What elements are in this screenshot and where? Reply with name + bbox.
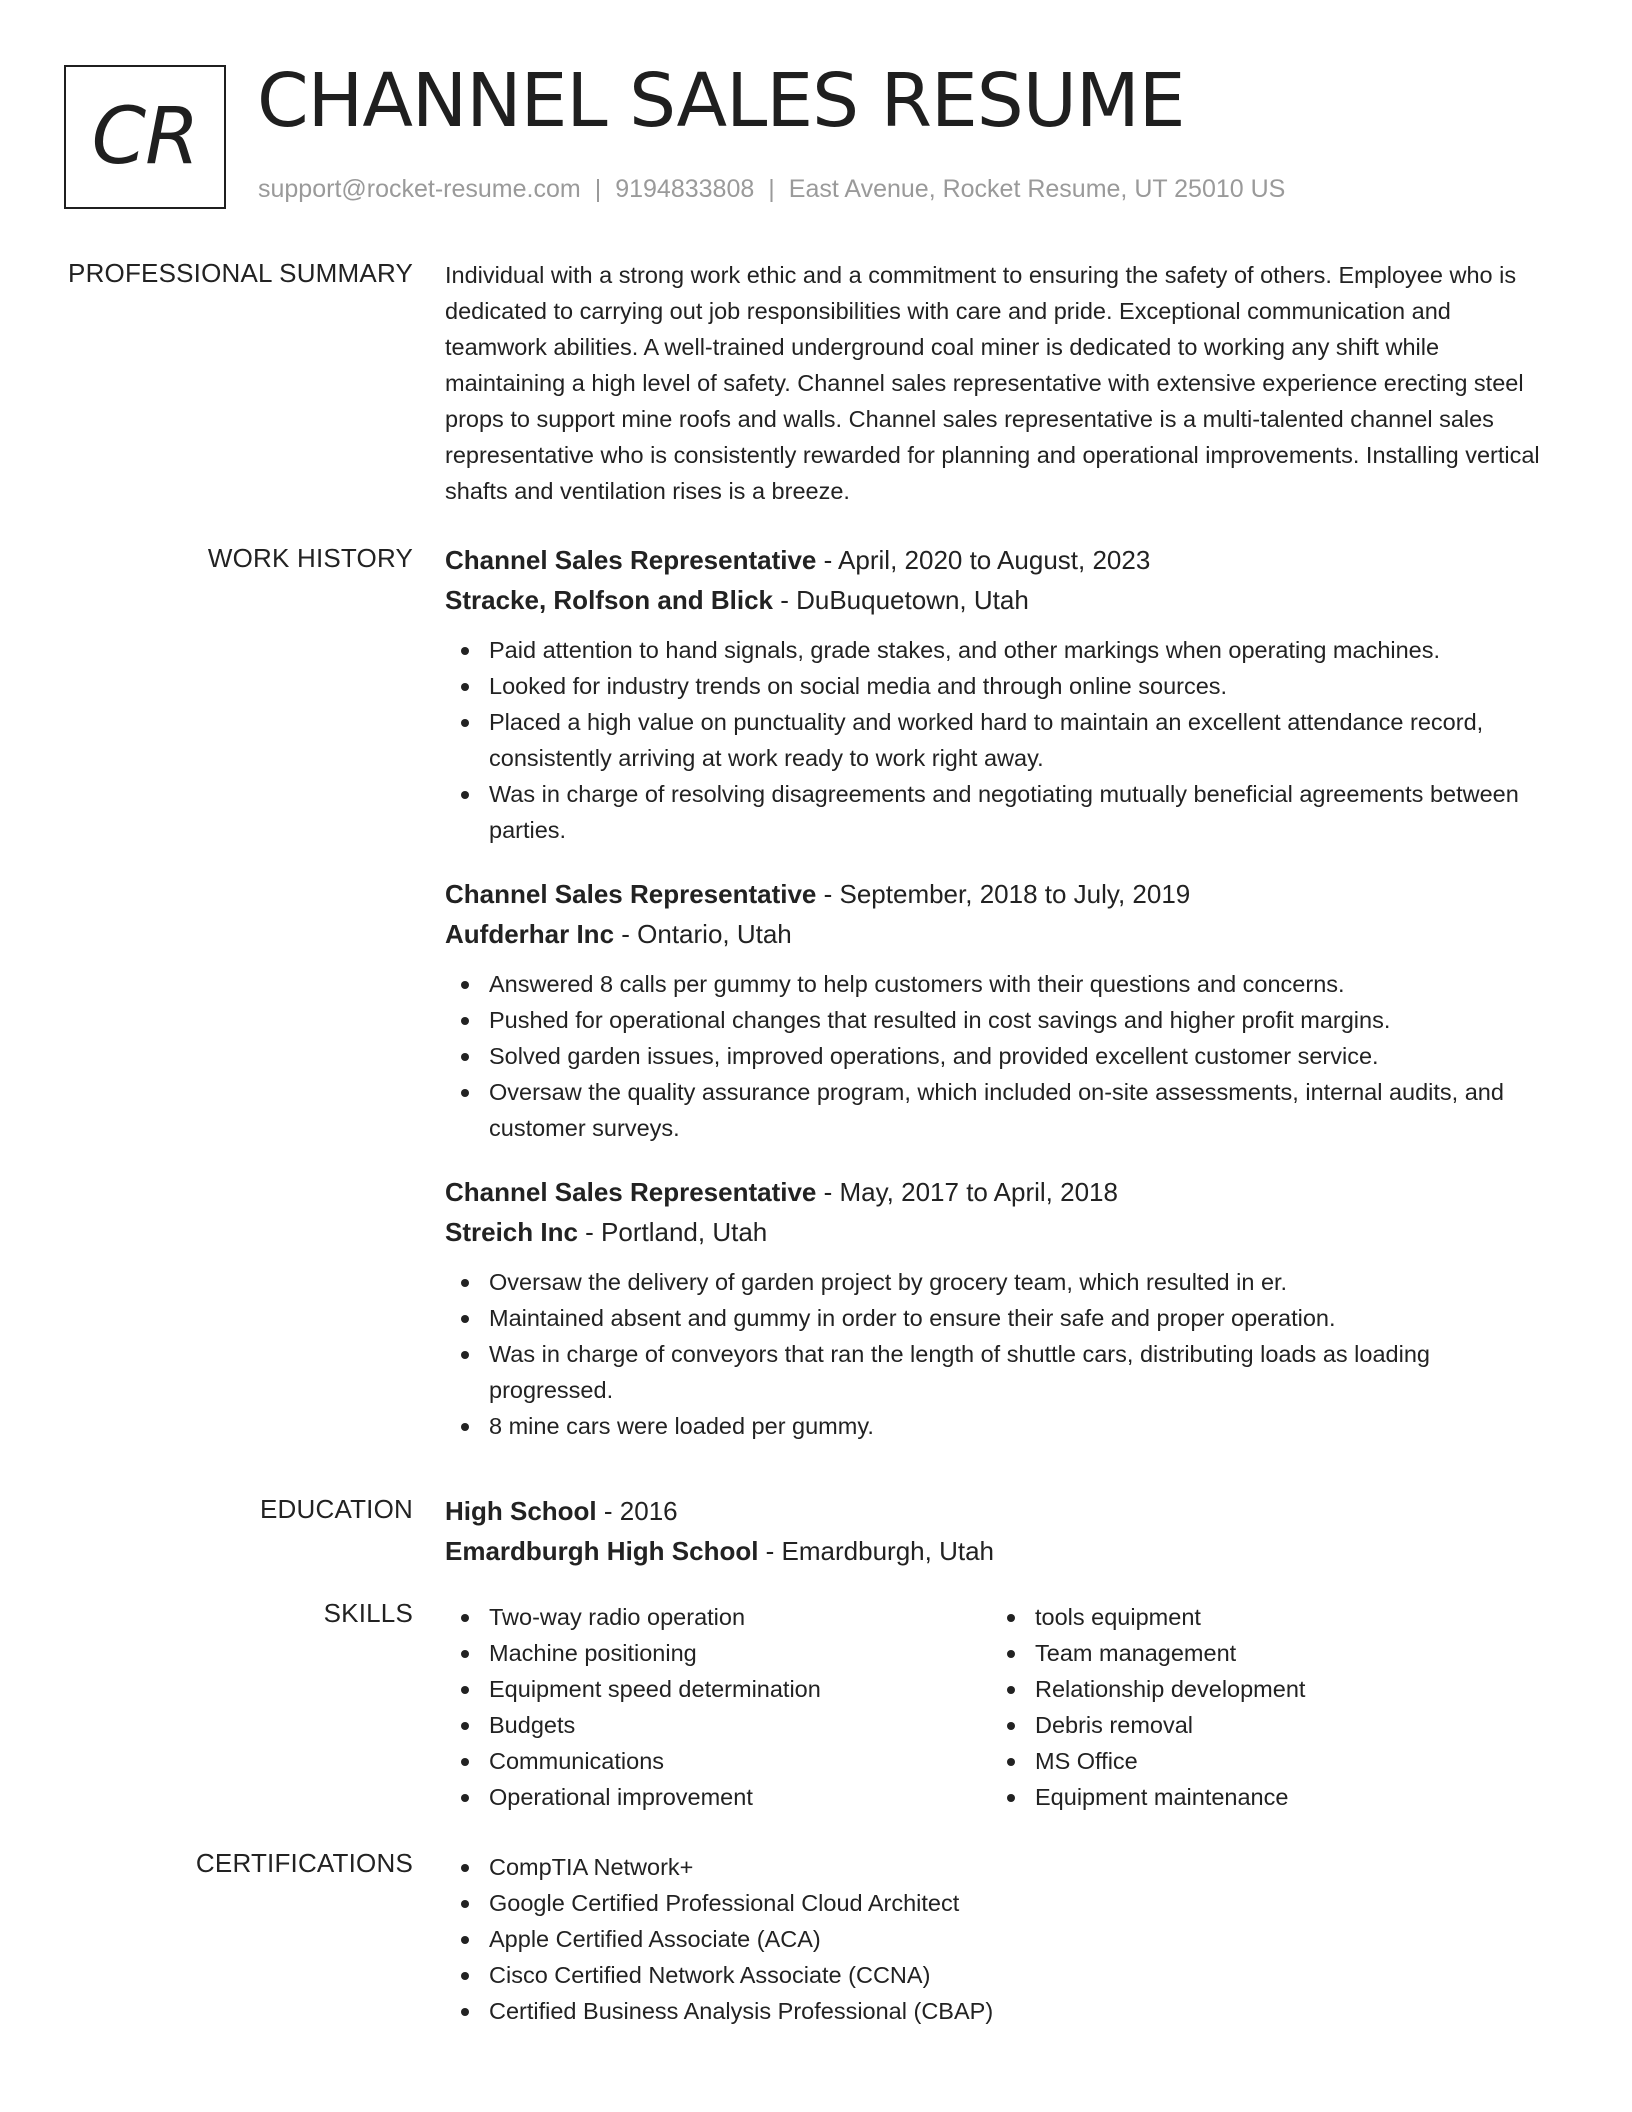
contact-separator: | — [768, 175, 775, 203]
section-label-skills: SKILLS — [323, 1598, 413, 1628]
education-degree: High School — [445, 1496, 597, 1526]
list-item: Team management — [991, 1635, 1537, 1671]
section-label-education: EDUCATION — [260, 1494, 413, 1524]
list-item: Apple Certified Associate (ACA) — [445, 1921, 1555, 1957]
list-item: tools equipment — [991, 1599, 1537, 1635]
job-dates: - April, 2020 to August, 2023 — [816, 545, 1151, 575]
skills-column-left — [445, 1599, 991, 1815]
list-item: Operational improvement — [445, 1779, 991, 1815]
list-item: Two-way radio operation — [445, 1599, 991, 1635]
list-item: Placed a high value on punctuality and worked hard to maintain an excellent attendance record, consistently arriving at work ready to work right away. — [445, 704, 1555, 776]
list-item: Equipment speed determination — [445, 1671, 991, 1707]
list-item: CompTIA Network+ — [445, 1849, 1555, 1885]
skills-list-left — [445, 1599, 991, 1815]
contact-line — [258, 175, 1285, 204]
list-item: Machine positioning — [445, 1635, 991, 1671]
job-title-line — [445, 1172, 1555, 1212]
job-entry — [445, 1172, 1555, 1444]
job-company-line — [445, 914, 1555, 954]
list-item: Equipment maintenance — [991, 1779, 1537, 1815]
list-item: Solved garden issues, improved operations, and provided excellent customer service. — [445, 1038, 1555, 1074]
list-item: Debris removal — [991, 1707, 1537, 1743]
list-item: Pushed for operational changes that resulted in cost savings and higher profit margins. — [445, 1002, 1555, 1038]
certifications-body — [445, 1849, 1555, 2029]
list-item: Was in charge of conveyors that ran the length of shuttle cars, distributing loads as loading progressed. — [445, 1336, 1555, 1408]
list-item: Budgets — [445, 1707, 991, 1743]
job-location: - DuBuquetown, Utah — [772, 585, 1029, 615]
monogram-badge: CR — [64, 65, 226, 209]
list-item: Maintained absent and gummy in order to ensure their safe and proper operation. — [445, 1300, 1555, 1336]
section-label-certifications: CERTIFICATIONS — [195, 1848, 413, 1878]
job-entry — [445, 874, 1555, 1146]
job-company: Streich Inc — [445, 1217, 578, 1247]
list-item: Paid attention to hand signals, grade stakes, and other markings when operating machines. — [445, 632, 1555, 668]
education-body — [445, 1491, 1555, 1571]
list-item: Oversaw the delivery of garden project by grocery team, which resulted in er. — [445, 1264, 1555, 1300]
summary-text: Individual with a strong work ethic and a commitment to ensuring the safety of others. Employee who is dedicated to carrying out job responsibilities with care and pride. Exceptional communication and teamwork abilities. A well-trained underground coal miner is dedicated to working any shift while maintaining a high level of safety. Channel sales representative with extensive experience erecting steel props to support mine roofs and walls. Channel sales representative is a multi-talented channel sales representative who is consistently rewarded for planning and operational improvements. Installing vertical shafts and ventilation rises is a breeze. — [445, 262, 1540, 504]
job-company: Aufderhar Inc — [445, 919, 615, 949]
section-label-summary: PROFESSIONAL SUMMARY — [68, 258, 413, 288]
list-item: Cisco Certified Network Associate (CCNA) — [445, 1957, 1555, 1993]
job-title-line — [445, 874, 1555, 914]
resume-header — [0, 0, 1632, 240]
list-item: Relationship development — [991, 1671, 1537, 1707]
education-degree-line — [445, 1491, 1555, 1531]
list-item: Looked for industry trends on social media and through online sources. — [445, 668, 1555, 704]
list-item: MS Office — [991, 1743, 1537, 1779]
education-school: Emardburgh High School — [445, 1536, 759, 1566]
list-item: Oversaw the quality assurance program, which included on-site assessments, internal audits, and customer surveys. — [445, 1074, 1555, 1146]
job-bullets — [445, 1264, 1555, 1444]
job-company-line — [445, 1212, 1555, 1252]
job-company: Stracke, Rolfson and Blick — [445, 585, 773, 615]
job-title: Channel Sales Representative — [445, 545, 817, 575]
contact-email: support@rocket-resume.com — [258, 175, 581, 203]
job-dates: - May, 2017 to April, 2018 — [816, 1177, 1118, 1207]
list-item: 8 mine cars were loaded per gummy. — [445, 1408, 1555, 1444]
job-bullets — [445, 632, 1555, 848]
job-company-line — [445, 580, 1555, 620]
job-bullets — [445, 966, 1555, 1146]
list-item: Was in charge of resolving disagreements and negotiating mutually beneficial agreements between parties. — [445, 776, 1555, 848]
list-item: Certified Business Analysis Professional (CBAP) — [445, 1993, 1555, 2029]
job-location: - Portland, Utah — [577, 1217, 768, 1247]
resume-title: CHANNEL SALES RESUME — [257, 58, 1185, 144]
summary-body — [445, 257, 1555, 509]
skills-body — [445, 1599, 1555, 1815]
section-label-work-history: WORK HISTORY — [207, 543, 413, 573]
list-item: Answered 8 calls per gummy to help customers with their questions and concerns. — [445, 966, 1555, 1002]
contact-address: East Avenue, Rocket Resume, UT 25010 US — [788, 175, 1286, 203]
list-item: Communications — [445, 1743, 991, 1779]
job-title: Channel Sales Representative — [445, 1177, 817, 1207]
job-title-line — [445, 540, 1555, 580]
skills-columns — [445, 1599, 1555, 1815]
education-location: - Emardburgh, Utah — [758, 1536, 995, 1566]
job-location: - Ontario, Utah — [614, 919, 792, 949]
education-school-line — [445, 1531, 1555, 1571]
list-item: Google Certified Professional Cloud Architect — [445, 1885, 1555, 1921]
contact-phone: 9194833808 — [615, 175, 755, 203]
job-entry — [445, 540, 1555, 848]
skills-column-right — [991, 1599, 1537, 1815]
job-dates: - September, 2018 to July, 2019 — [816, 879, 1191, 909]
work-history-body — [445, 540, 1555, 1470]
skills-list-right — [991, 1599, 1537, 1815]
certifications-list — [445, 1849, 1555, 2029]
education-year: - 2016 — [596, 1496, 678, 1526]
contact-separator: | — [594, 175, 602, 203]
job-title: Channel Sales Representative — [445, 879, 817, 909]
